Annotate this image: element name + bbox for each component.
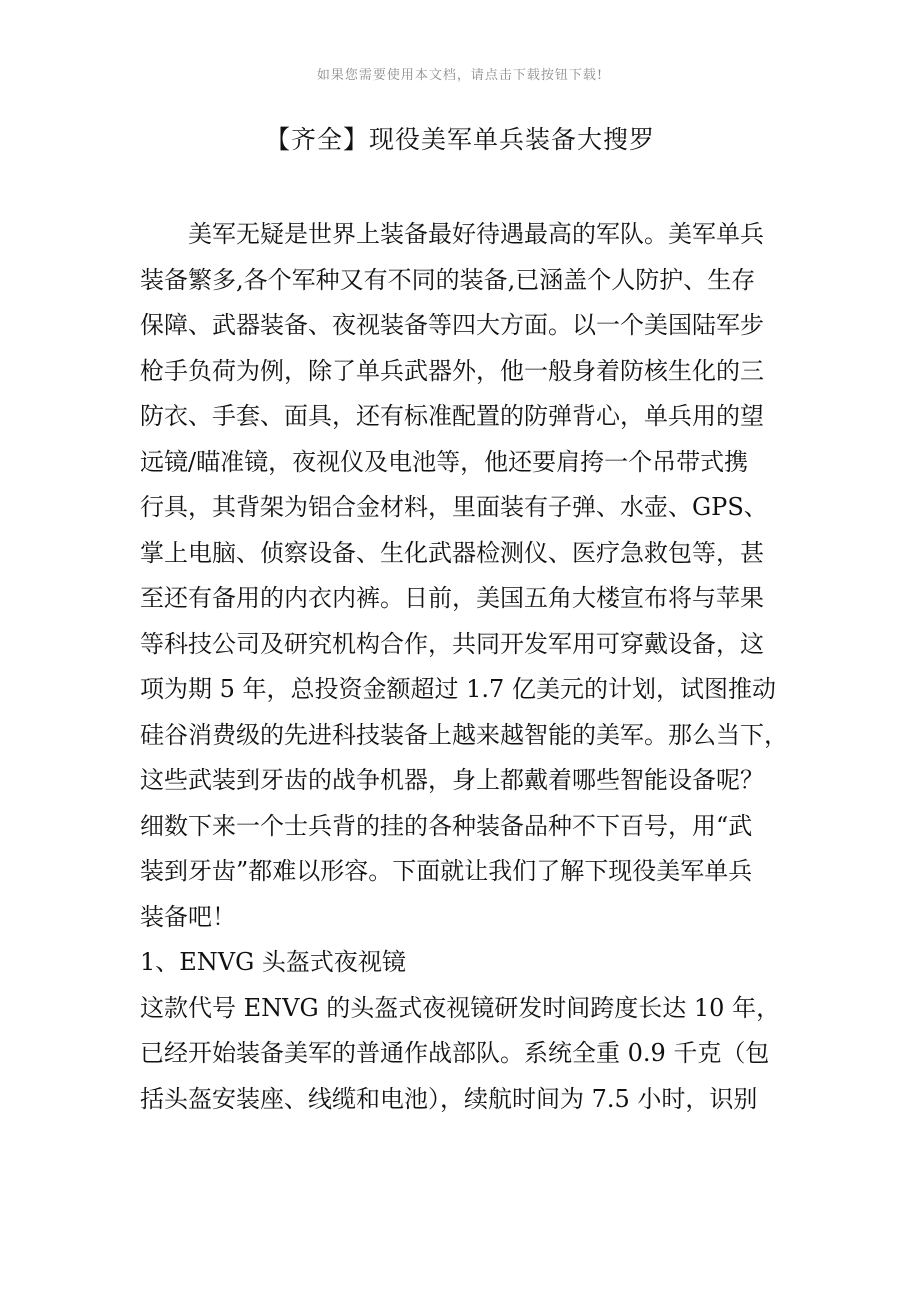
- body-line: 至还有备用的内衣内裤。日前，美国五角大楼宣布将与苹果: [140, 584, 764, 612]
- section-heading: 1、ENVG 头盔式夜视镜: [140, 948, 406, 976]
- body-line: 括头盔安装座、线缆和电池），续航时间为 7.5 小时，识别: [140, 1084, 758, 1113]
- body-line: 这些武装到牙齿的战争机器，身上都戴着哪些智能设备呢？: [140, 766, 764, 794]
- download-note: 如果您需要使用本文档，请点击下载按钮下载!: [316, 68, 604, 83]
- body-line: 硅谷消费级的先进科技装备上越来越智能的美军。那么当下，: [140, 720, 788, 749]
- body-line: 细数下来一个士兵背的挂的各种装备品种不下百号，用“武: [140, 811, 753, 840]
- body-line: 等科技公司及研究机构合作，共同开发军用可穿戴设备，这: [140, 629, 764, 658]
- body-line: 远镜/瞄准镜，夜视仪及电池等，他还要肩挎一个吊带式携: [140, 447, 749, 476]
- body-line: 装备繁多,各个军种又有不同的装备,已涵盖个人防护、生存: [140, 265, 756, 294]
- body-line: 美军无疑是世界上装备最好待遇最高的军队。美军单兵: [140, 220, 764, 248]
- body-line: 这款代号 ENVG 的头盔式夜视镜研发时间跨度长达 10 年，: [140, 993, 781, 1022]
- document-title: 【齐全】现役美军单兵装备大搜罗: [264, 125, 655, 154]
- body-line: 装备吧！: [140, 902, 236, 931]
- body-line: 已经开始装备美军的普通作战部队。系统全重 0.9 千克（包: [140, 1039, 770, 1067]
- document-body: [140, 212, 790, 1122]
- body-line: 枪手负荷为例，除了单兵武器外，他一般身着防核生化的三: [140, 356, 764, 385]
- body-line: 防衣、手套、面具，还有标准配置的防弹背心，单兵用的望: [140, 402, 764, 430]
- body-line: 行具，其背架为铝合金材料，里面装有子弹、水壶、GPS、: [140, 493, 768, 521]
- body-line: 项为期 5 年，总投资金额超过 1.7 亿美元的计划，试图推动: [140, 675, 776, 703]
- body-line: 掌上电脑、侦察设备、生化武器检测仪、医疗急救包等，甚: [140, 538, 764, 567]
- body-line: 保障、武器装备、夜视装备等四大方面。以一个美国陆军步: [140, 311, 764, 339]
- body-line: 装到牙齿”都难以形容。下面就让我们了解下现役美军单兵: [140, 857, 753, 885]
